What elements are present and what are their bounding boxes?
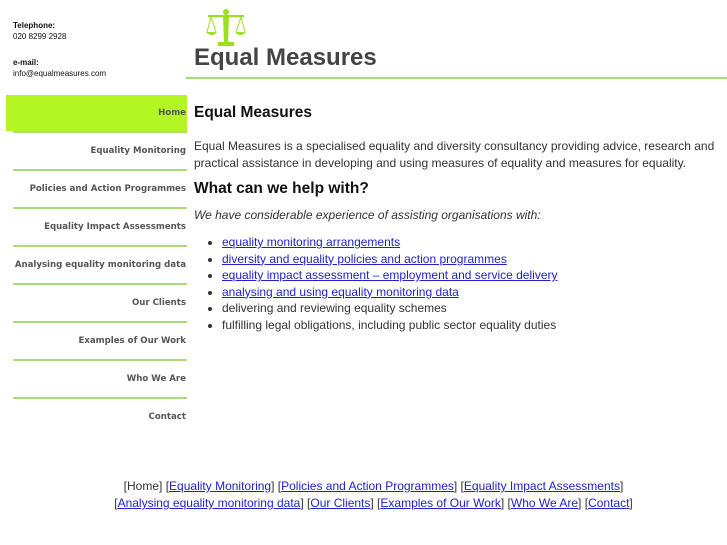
service-link[interactable]: diversity and equality policies and action programmes <box>222 251 507 266</box>
list-item: • fulfilling legal obligations, including public sector equality duties <box>222 317 724 334</box>
intro-paragraph: Equal Measures is a specialised equality and diversity consultancy providing advice, research and practical assistance in developing and using measures of equality and measures for equality. <box>194 139 715 170</box>
footer-link-analysing-data[interactable]: Analysing equality monitoring data <box>117 496 301 510</box>
footer-nav: [Home] [Equality Monitoring] [Policies and Action Programmes] [Equality Impact Assessments] [Analysing equality monitoring data] [Our Clients] [Examples of Our Work] [Who We Are] [Contact] <box>114 479 633 510</box>
page-title: Equal Measures <box>194 104 313 121</box>
contact-info <box>13 20 106 79</box>
service-link[interactable]: analysing and using equality monitoring data <box>222 284 459 299</box>
email-address: info@equalmeasures.com <box>13 69 107 78</box>
email-label: e-mail: <box>13 58 39 67</box>
footer-link-policies[interactable]: Policies and Action Programmes <box>281 479 454 493</box>
section-heading: What can we help with? <box>194 180 369 197</box>
sidebar-item-policies[interactable]: Policies and Action Programmes <box>29 184 186 194</box>
telephone-label: Telephone: <box>13 21 56 30</box>
footer-link-our-clients[interactable]: Our Clients <box>310 496 371 510</box>
sidebar-item-home[interactable]: Home <box>6 95 187 131</box>
footer-link-equality-monitoring[interactable]: Equality Monitoring <box>169 479 272 493</box>
sidebar-item-examples[interactable]: Examples of Our Work <box>78 336 186 346</box>
sidebar-item-who-we-are[interactable]: Who We Are <box>126 374 186 384</box>
service-link[interactable]: equality monitoring arrangements <box>222 235 401 249</box>
footer-link-contact[interactable]: Contact <box>588 496 630 510</box>
telephone-number: 020 8299 2928 <box>13 32 67 41</box>
footer-link-examples[interactable]: Examples of Our Work <box>380 496 501 510</box>
sidebar-item-impact-assessments[interactable]: Equality Impact Assessments <box>44 222 186 232</box>
scales-of-justice-icon <box>206 8 246 48</box>
list-item <box>222 251 724 268</box>
services-list <box>194 234 724 334</box>
main-content <box>194 104 724 334</box>
list-item <box>222 234 724 251</box>
sidebar-item-our-clients[interactable]: Our Clients <box>131 298 186 308</box>
list-item <box>222 284 724 301</box>
sidebar-nav <box>0 95 187 435</box>
lead-text: We have considerable experience of assisting organisations with: <box>194 208 541 222</box>
header-divider <box>186 77 727 79</box>
footer-link-home: Home <box>127 479 160 493</box>
sidebar-item-analysing-data[interactable]: Analysing equality monitoring data <box>14 260 186 270</box>
list-item <box>222 267 724 284</box>
footer-link-impact-assessments[interactable]: Equality Impact Assessments <box>463 479 620 493</box>
service-link[interactable]: equality impact assessment – employment and service delivery <box>222 268 558 283</box>
sidebar-item-equality-monitoring[interactable]: Equality Monitoring <box>90 146 186 156</box>
footer-link-who-we-are[interactable]: Who We Are <box>510 496 579 510</box>
list-item: • delivering and reviewing equality schemes <box>222 300 724 317</box>
logo-text: Equal Measures <box>194 44 377 71</box>
sidebar-item-contact[interactable]: Contact <box>148 412 186 422</box>
